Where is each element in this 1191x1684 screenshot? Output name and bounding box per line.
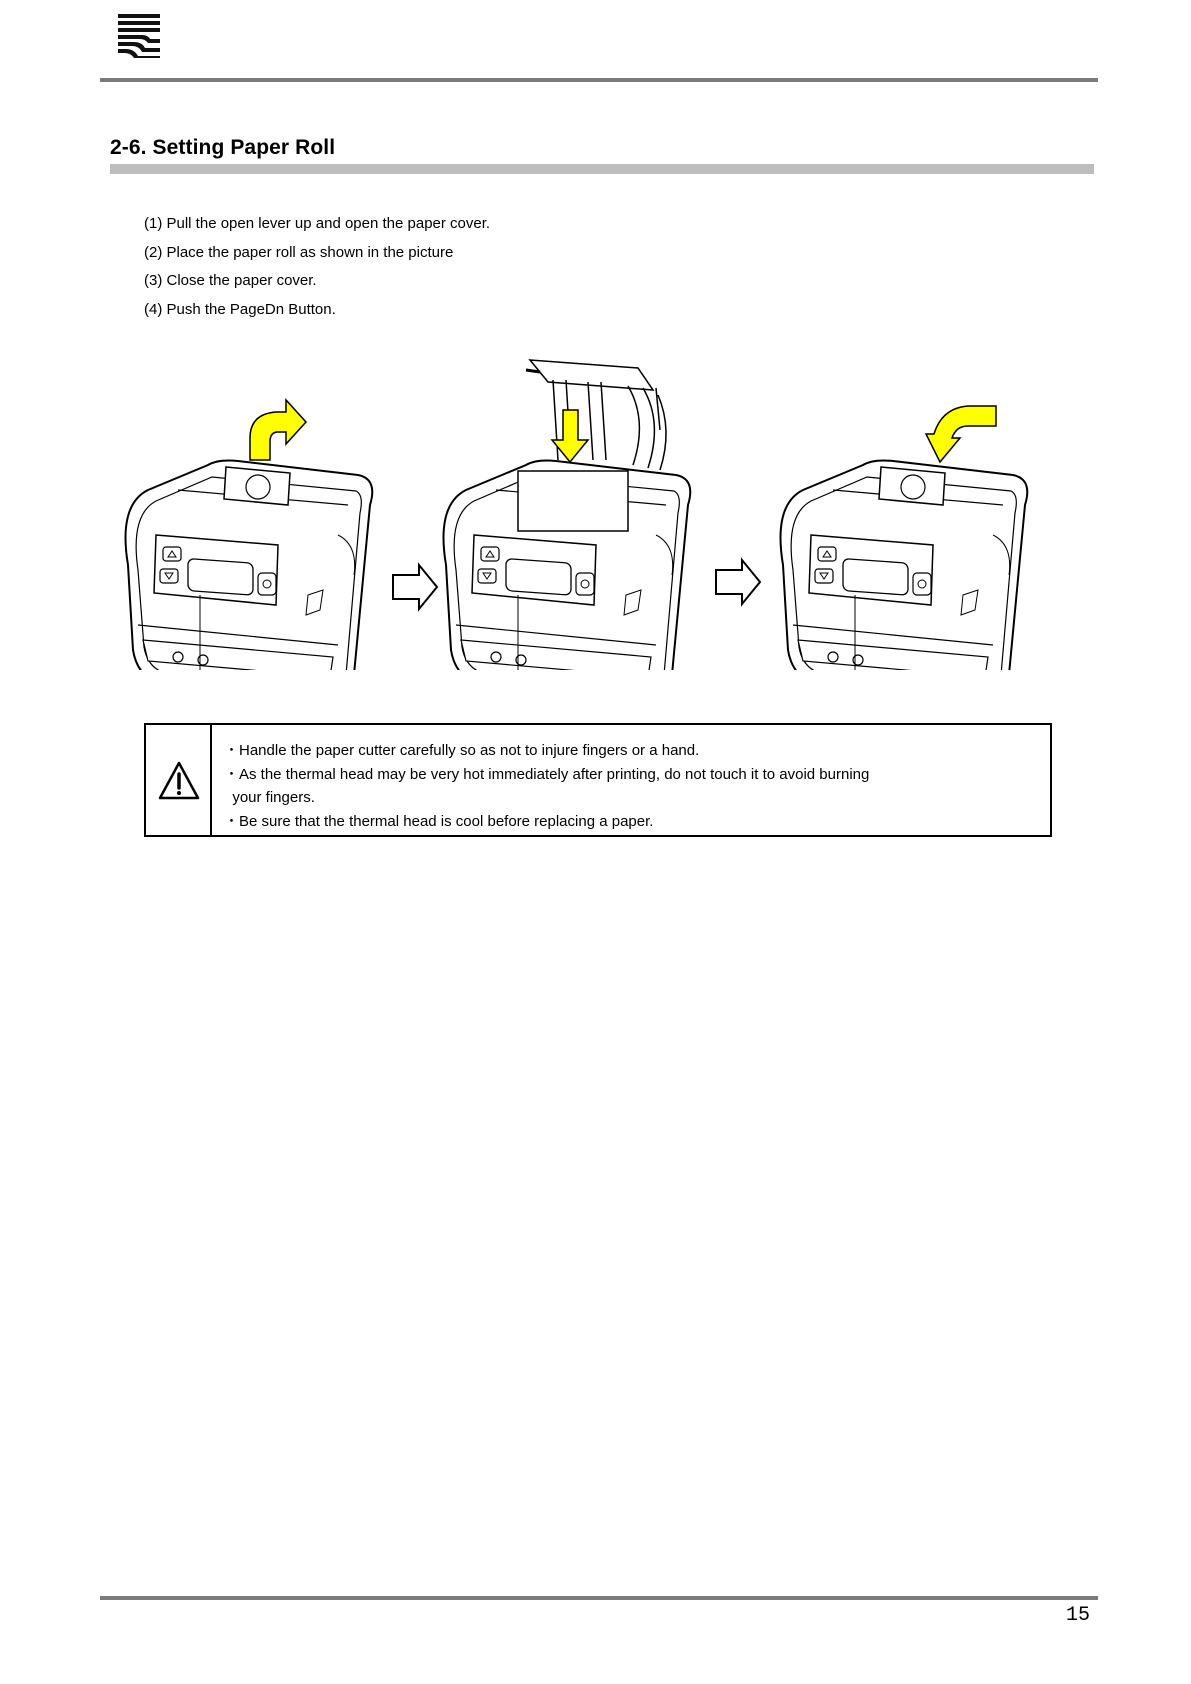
footer-rule xyxy=(100,1596,1098,1600)
page-number: 15 xyxy=(1065,1604,1090,1627)
warning-text xyxy=(224,739,1044,833)
step-item: (1) Pull the open lever up and open the paper cover. xyxy=(144,215,491,232)
company-logo-icon xyxy=(118,14,164,58)
step-item: (4) Push the PageDn Button. xyxy=(144,300,336,318)
step-item: (3) Close the paper cover. xyxy=(144,272,317,289)
step-item: (2) Place the paper roll as shown in the picture xyxy=(144,243,454,261)
warning-triangle-icon xyxy=(157,760,201,802)
warning-line: ・Handle the paper cutter carefully so as not to injure fingers or a hand. xyxy=(224,742,700,759)
warning-line: ・Be sure that the thermal head is cool before replacing a paper. xyxy=(224,812,654,830)
warning-line: your fingers. xyxy=(224,789,315,806)
warning-line: ・As the thermal head may be very hot immediately after printing, do not touch it to avoid burning xyxy=(224,765,870,783)
header-rule xyxy=(100,78,1098,82)
paper-roll-illustration xyxy=(108,350,1068,670)
warning-box xyxy=(144,723,1052,837)
warning-icon-cell xyxy=(146,725,212,835)
title-underline-bar xyxy=(110,164,1094,174)
section-title: 2-6. Setting Paper Roll xyxy=(110,136,336,159)
step-list xyxy=(144,212,490,326)
